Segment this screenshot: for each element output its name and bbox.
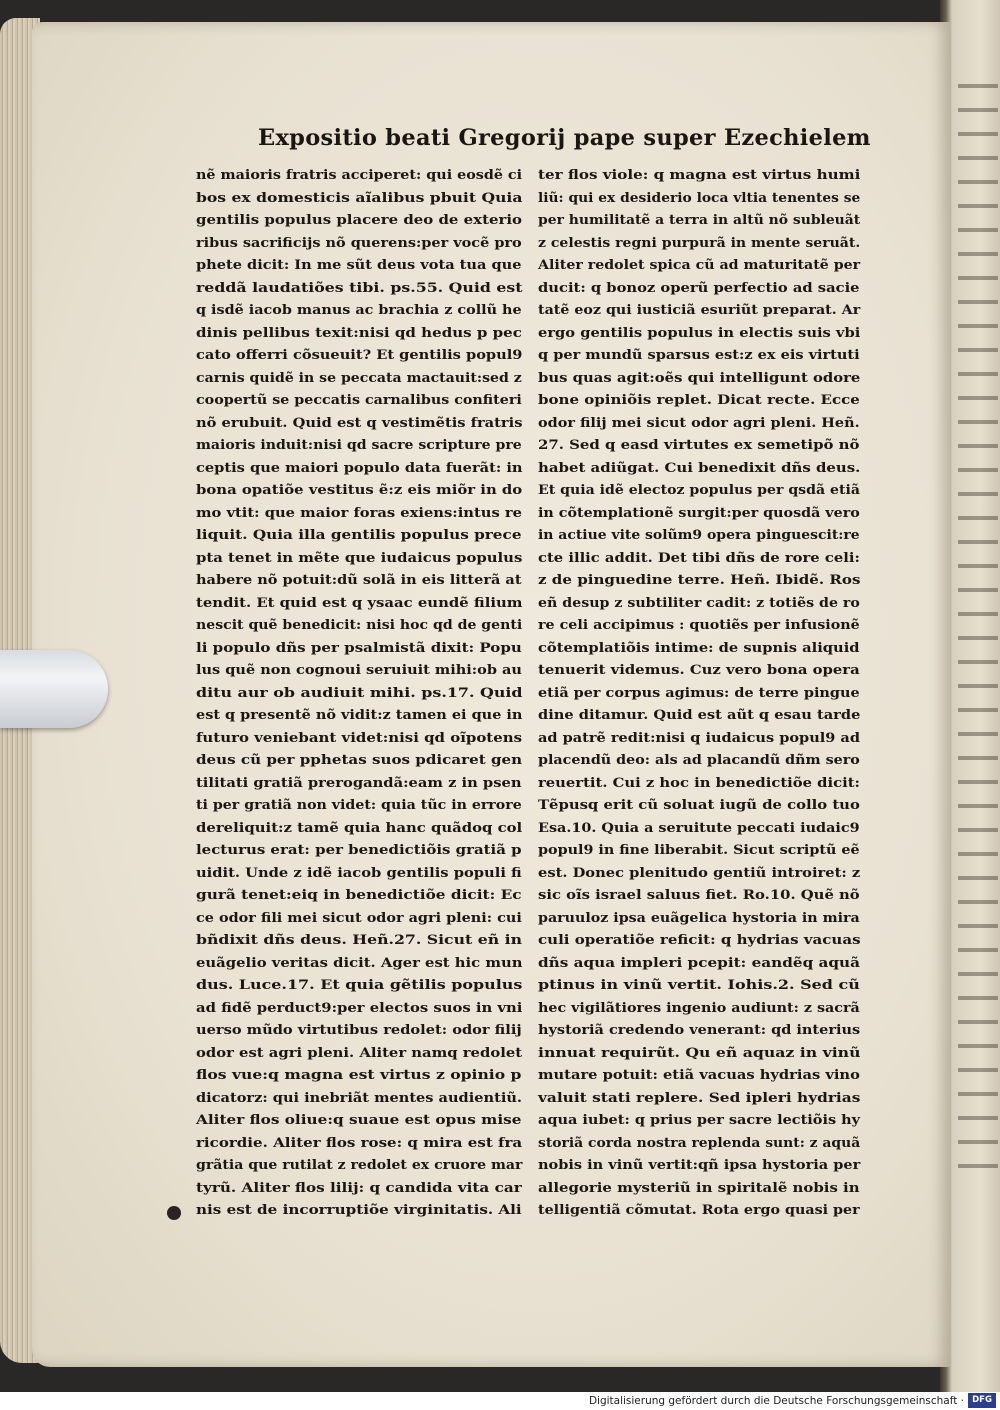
text-line: ducit: q bonoz operũ perfectio ad sacie xyxy=(538,279,860,296)
text-line: allegorie mysteriũ in spiritalẽ nobis in xyxy=(538,1179,860,1196)
text-line: bona opatiõe vestitus ẽ:z eis miõr in do xyxy=(196,482,523,498)
text-line: in cõtemplationẽ surgit:per quosdã vero xyxy=(538,504,860,521)
text-line: dus. Luce.17. Et quia gẽtilis populus xyxy=(196,977,523,993)
text-line: nescit quẽ benedicit: nisi hoc qd de genti xyxy=(196,617,523,633)
text-line: q per mundũ sparsus est:z ex eis virtuti xyxy=(538,347,860,363)
text-line: habet adiũgat. Cui benedixit dñs deus. xyxy=(538,459,861,476)
text-line: ricordie. Aliter flos rose: q mira est fra xyxy=(196,1134,523,1151)
text-line: lus quẽ non cognoui seruiuit mihi:ob au xyxy=(196,662,522,678)
text-line: maioris induit:nisi qd sacre scripture pre xyxy=(196,437,522,453)
text-line: ad fidẽ perduct9:per electos suos in vni xyxy=(196,999,523,1016)
text-line: tendit. Et quid est q ysaac eundẽ filium xyxy=(196,594,523,611)
text-line: flos vue:q magna est virtus z opinio p xyxy=(196,1067,522,1083)
text-line: cato offerri cõsueuit? Et gentilis popul9 xyxy=(196,347,523,363)
text-line: liquit. Quia illa gentilis populus prece xyxy=(196,527,522,543)
dfg-logo: DFG xyxy=(968,1393,996,1408)
text-line: lecturus erat: per benedictiõis gratiã p xyxy=(196,842,522,858)
text-line: q isdẽ iacob manus ac brachia z collũ he xyxy=(196,302,522,318)
text-line: aqua iubet: q prius per sacre lectiõis hy xyxy=(538,1112,861,1128)
text-line: ceptis que maiori populo data fuerãt: in xyxy=(196,459,523,476)
text-line: ditu aur ob audiuit mihi. ps.17. Quid xyxy=(196,684,523,701)
running-header: Expositio beati Gregorij pape super Ezechielem xyxy=(258,125,871,151)
text-line: dñs aqua impleri pcepit: eandẽq aquã xyxy=(538,954,861,971)
text-line: popul9 in fine liberabit. Sicut scriptũ eẽ xyxy=(538,842,860,858)
text-line: reddã laudatiões tibi. ps.55. Quid est xyxy=(196,279,523,296)
text-line: sic oĩs israel saluus fiet. Ro.10. Quẽ nõ xyxy=(538,887,860,903)
text-line: grãtia que rutilat z redolet ex cruore mar xyxy=(196,1157,523,1173)
text-line: Et quia idẽ electoz populus per qsdã etiã xyxy=(538,482,860,498)
text-line: 27. Sed q easd virtutes ex semetipõ nõ xyxy=(538,437,860,453)
text-line: futuro veniebant videt:nisi qd oĩpotens xyxy=(196,729,522,746)
text-line: dicatorz: qui inebriãt mentes audientiũ. xyxy=(196,1089,522,1106)
text-line: pta tenet in mẽte que iudaicus populus xyxy=(196,549,523,566)
text-line: dereliquit:z tamẽ quia hanc quãdoq col xyxy=(196,819,523,836)
text-line: Esa.10. Quia a seruitute peccati iudaic9 xyxy=(538,819,860,836)
text-line: ter flos viole: q magna est virtus humi xyxy=(538,167,861,183)
text-line: placendũ deo: als ad placandũ dñm sero xyxy=(538,752,860,768)
text-line: reuertit. Cui z hoc in benedictiõe dicit: xyxy=(538,774,860,791)
text-line: cte illic addit. Det tibi dñs de rore celi: xyxy=(538,549,860,566)
text-line: culi operatiõe reficit: q hydrias vacuas xyxy=(538,932,861,948)
text-line: hec vigilãtiores ingenio audiunt: z sacrã xyxy=(538,999,860,1016)
text-line: ad patrẽ redit:nisi q iudaicus popul9 ad xyxy=(538,729,860,746)
text-line: per humilitatẽ a terra in altũ nõ subleuãt xyxy=(538,212,861,228)
text-column-right xyxy=(538,164,860,1222)
text-line: ribus sacrificijs nõ querens:per vocẽ pro xyxy=(196,234,522,251)
text-line: bñdixit dñs deus. Heñ.27. Sicut eñ in xyxy=(196,932,523,948)
ink-dot xyxy=(167,1206,181,1220)
text-line: ce odor fili mei sicut odor agri pleni: cui xyxy=(196,909,522,926)
text-line: gurã tenet:eiq in benedictiõe dicit: Ec xyxy=(196,887,522,903)
text-line: valuit stati replere. Sed ipleri hydrias xyxy=(538,1089,861,1106)
facing-page-text-edge xyxy=(958,70,998,1170)
text-line: liũ: qui ex desiderio loca vltia tenentes se xyxy=(538,189,861,206)
text-line: bus quas agit:oẽs qui intelligunt odore xyxy=(538,369,861,386)
text-line: ptinus in vinũ vertit. Iohis.2. Sed cũ xyxy=(538,977,860,993)
text-line: cõtemplatiõis intime: de supnis aliquid xyxy=(538,639,860,656)
text-line: bos ex domesticis aĩalibus pbuit Quia xyxy=(196,189,523,206)
text-line: ergo gentilis populus in electis suis vbi xyxy=(538,324,861,341)
page-clip xyxy=(0,650,108,728)
text-line: bone opiniõis replet. Dicat recte. Ecce xyxy=(538,392,860,408)
text-line: eñ desup z subtiliter cadit: z totiẽs de ro xyxy=(538,594,860,611)
text-line: storiã corda nostra replenda sunt: z aquã xyxy=(538,1134,861,1151)
text-line: odor est agri pleni. Aliter namq redolet xyxy=(196,1044,523,1061)
text-line: gentilis populus placere deo de exterio xyxy=(196,212,523,228)
text-line: carnis quidẽ in se peccata mactauit:sed z xyxy=(196,369,522,386)
text-line: telligentiã cõmutat. Rota ergo quasi per xyxy=(538,1202,860,1218)
text-line: phete dicit: In me sũt deus vota tua que xyxy=(196,257,522,273)
text-line: dinis pellibus texit:nisi qd hedus p pec xyxy=(196,324,522,341)
text-line: in actiue vite solũm9 opera pinguescit:re xyxy=(538,527,860,543)
text-line: nis est de incorruptiõe virginitatis. Ali xyxy=(196,1202,522,1218)
text-line: mutare potuit: etiã vacuas hydrias vino xyxy=(538,1067,860,1083)
text-line: innuat requirũt. Qu eñ aquaz in vinũ xyxy=(538,1044,861,1061)
text-line: uidit. Unde z idẽ iacob gentilis populi fi xyxy=(196,864,522,881)
text-line: tenuerit videmus. Cuz vero bona opera xyxy=(538,662,860,678)
text-line: coopertũ se peccatis carnalibus confiteri xyxy=(196,392,522,408)
text-line: z de pinguedine terre. Heñ. Ibidẽ. Ros xyxy=(538,572,861,588)
text-line: re celi accipimus : quotiẽs per infusionẽ xyxy=(538,617,860,633)
text-line: Aliter flos oliue:q suaue est opus mise xyxy=(196,1112,522,1128)
text-line: ti per gratiã non videt: quia tũc in errore xyxy=(196,797,522,813)
text-line: est q presentẽ nõ vidit:z tamen ei que in xyxy=(196,707,523,723)
text-line: nẽ maioris fratris acciperet: qui eosdẽ ci xyxy=(196,167,523,183)
text-line: tilitati gratiã prerogandã:eam z in psen xyxy=(196,774,522,791)
text-line: tatẽ eoz qui iusticiã esuriũt preparat. Ar xyxy=(538,302,861,318)
text-line: mo vtit: que maior foras exiens:intus re xyxy=(196,504,522,521)
text-column-left xyxy=(196,164,522,1222)
text-line: habere nõ potuit:dũ solã in eis litterã at xyxy=(196,572,522,588)
text-line: nobis in vinũ vertit:qñ ipsa hystoria per xyxy=(538,1157,861,1173)
footer-bar xyxy=(0,1392,1000,1410)
text-line: dine ditamur. Quid est aũt q esau tarde xyxy=(538,707,861,723)
text-line: z celestis regni purpurã in mente seruãt. xyxy=(538,234,861,251)
text-line: deus cũ per pphetas suos pdicaret gen xyxy=(196,752,523,768)
text-line: uerso mũdo virtutibus redolet: odor filij xyxy=(196,1022,522,1038)
text-line: Tẽpusq erit cũ soluat iugũ de collo tuo xyxy=(538,797,860,813)
text-line: est. Donec plenitudo gentiũ introiret: z xyxy=(538,864,861,881)
text-line: li populo dñs per psalmistã dixit: Popu xyxy=(196,639,522,656)
text-line: nõ erubuit. Quid est q vestimẽtis fratris xyxy=(196,414,523,431)
funding-credit: Digitalisierung gefördert durch die Deutsche Forschungsgemeinschaft · xyxy=(588,1395,964,1407)
text-line: Aliter redolet spica cũ ad maturitatẽ per xyxy=(538,257,861,273)
text-line: tyrũ. Aliter flos lilij: q candida vita car xyxy=(196,1179,522,1196)
text-line: paruuloz ipsa euãgelica hystoria in mira xyxy=(538,909,860,926)
text-line: etiã per corpus agimus: de terre pingue xyxy=(538,684,860,701)
text-line: odor filij mei sicut odor agri pleni. Heñ. xyxy=(538,414,860,431)
text-line: hystoriã credendo venerant: qd interius xyxy=(538,1022,861,1038)
text-line: euãgelio veritas dicit. Ager est hic mun xyxy=(196,954,523,971)
